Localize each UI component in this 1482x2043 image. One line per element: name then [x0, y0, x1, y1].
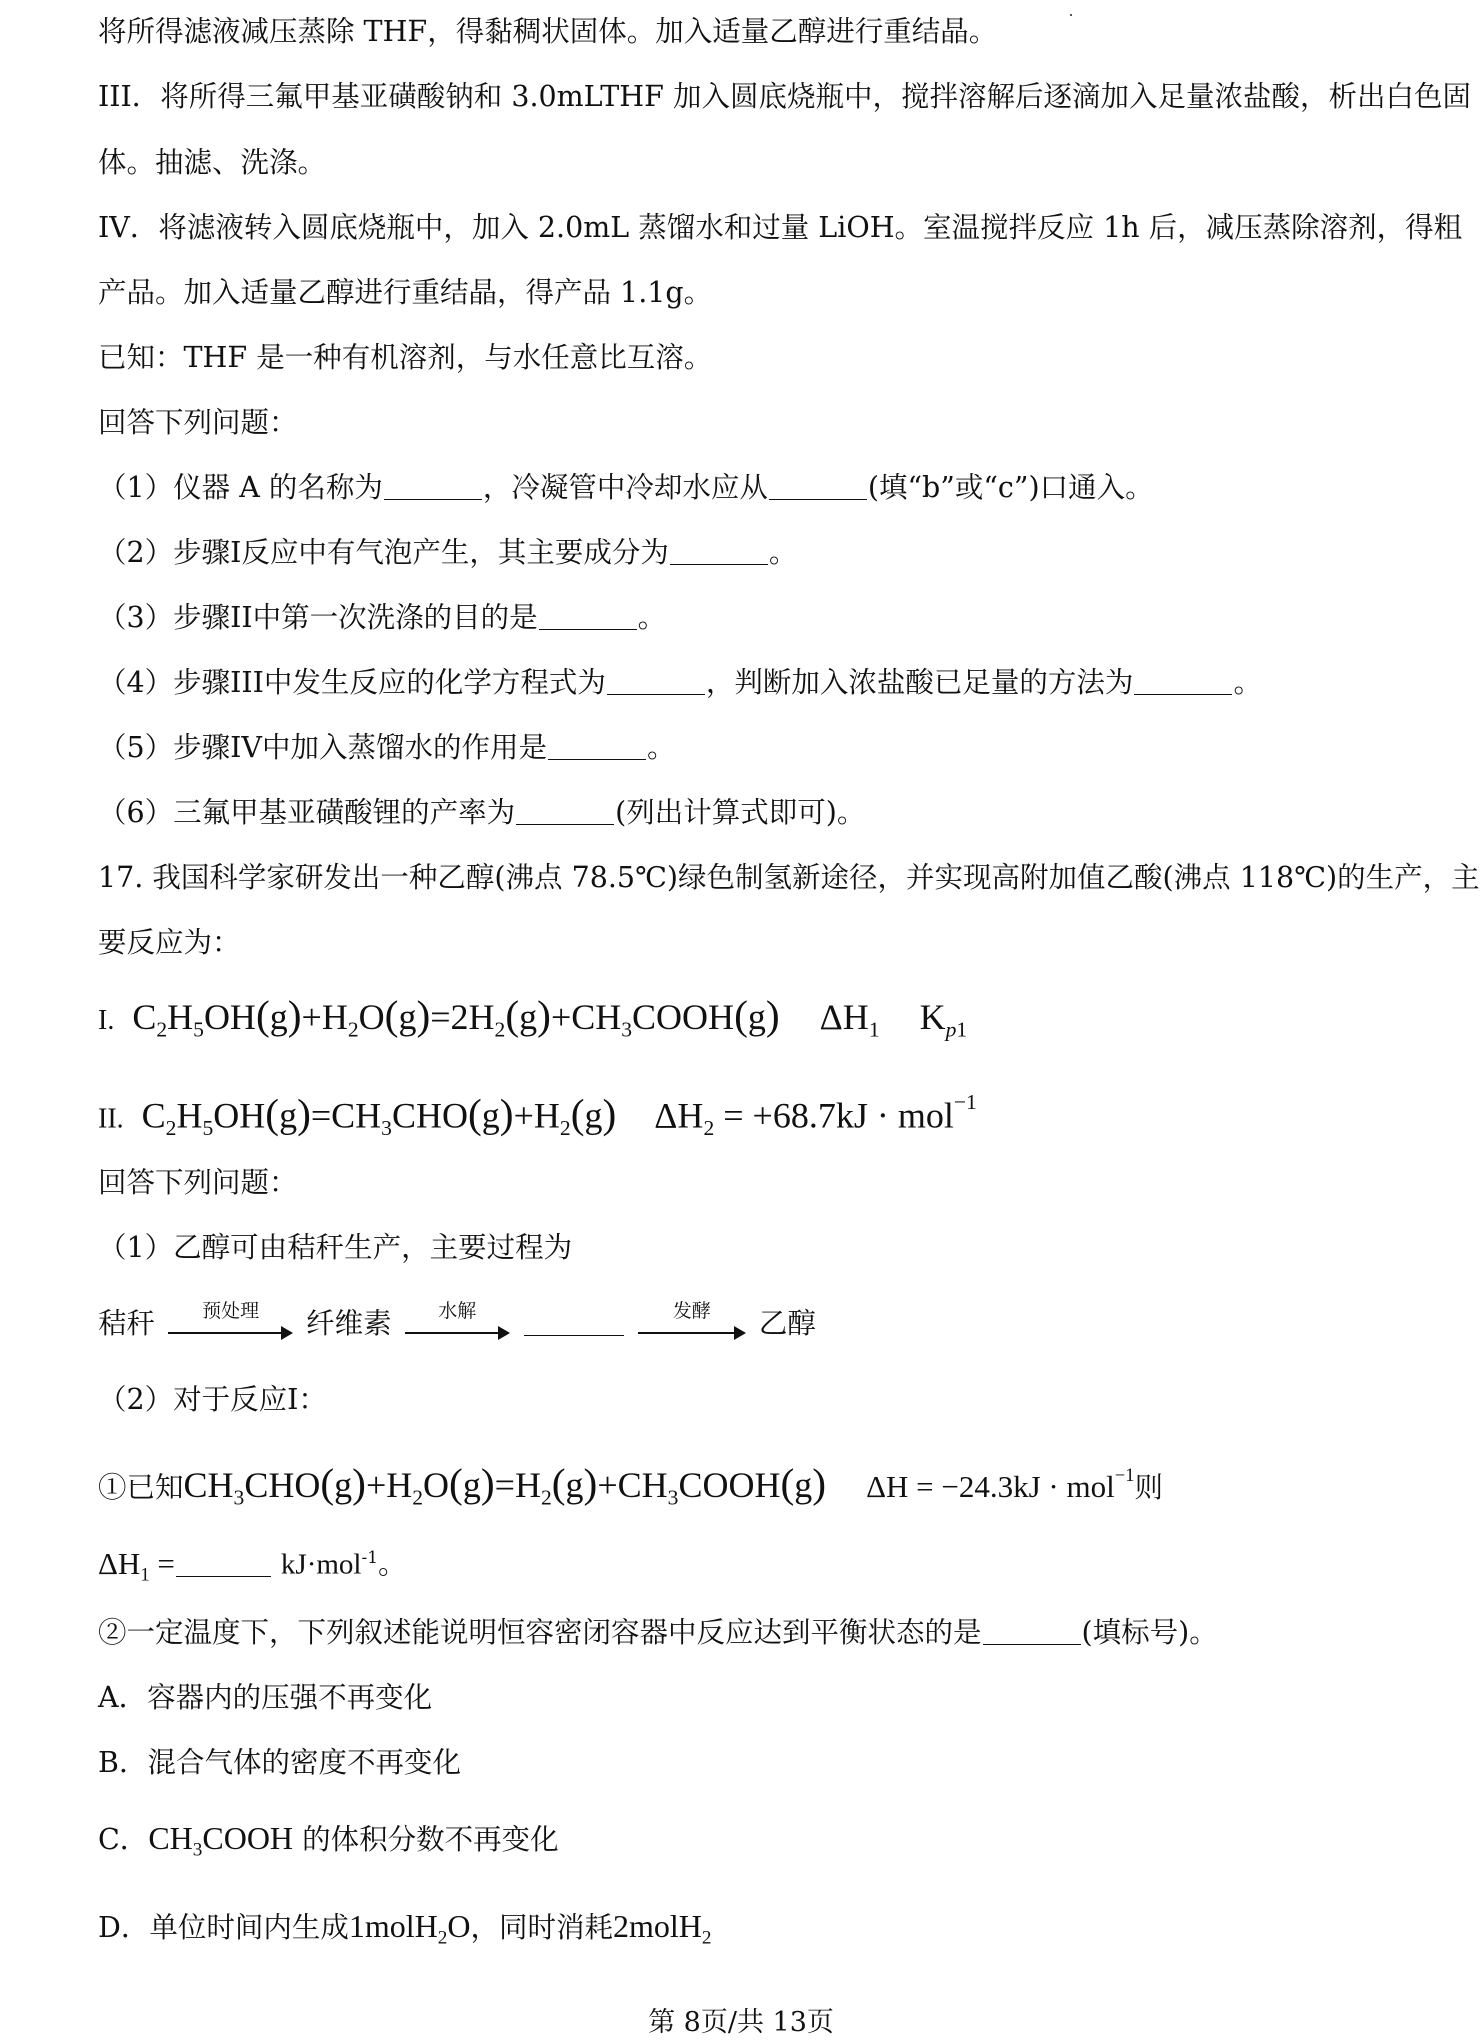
subquestion-1: （1）乙醇可由秸秆生产，主要过程为	[98, 1231, 573, 1264]
q6-text-b: (列出计算式即可)。	[615, 796, 866, 829]
dh1-end: 。	[378, 1547, 407, 1581]
flow-start: 秸秆	[98, 1307, 156, 1340]
stray-dot	[1070, 14, 1072, 16]
answer-blank[interactable]	[983, 1618, 1081, 1645]
option-d-label: D．单位时间内生成	[98, 1911, 349, 1944]
answer-blank[interactable]	[384, 473, 482, 500]
option-c-label: C．	[98, 1823, 149, 1856]
answer-blank[interactable]	[769, 473, 867, 500]
option-b: B．混合气体的密度不再变化	[98, 1746, 461, 1779]
answer-blank[interactable]	[1134, 668, 1232, 695]
q3-text-b: 。	[637, 601, 667, 634]
q4-text-c: 。	[1233, 666, 1262, 699]
q5-text-b: 。	[646, 731, 676, 764]
arrow-label: 预处理	[202, 1299, 260, 1322]
step-iv-line-1: IV．将滤液转入圆底烧瓶中，加入 2.0mL 蒸馏水和过量 LiOH。室温搅拌反应 1h 后，减压蒸除溶剂，得粗	[98, 211, 1463, 244]
reaction-1: I. $C_2H_5OH(g)+H_2O(g)=2H_2(g)+CH_3COOH(g)$ $\Delta H_1$ $K_{p1}$	[98, 992, 968, 1042]
step-iv-line-2: 产品。加入适量乙醇进行重结晶，得产品 1.1g。	[98, 276, 713, 309]
question-3	[98, 598, 666, 638]
question-6	[98, 793, 865, 833]
problem-17-line-2: 要反应为：	[98, 926, 241, 959]
dh1-question: $\Delta H_1 = kJ\cdot mol^{-1}$。	[98, 1545, 407, 1585]
page-footer: 第 8页/共 13页	[648, 2007, 834, 2038]
q5-text-a: （5）步骤IV中加入蒸馏水的作用是	[98, 731, 547, 764]
q1-text-c: (填“b”或“c”)口通入。	[867, 471, 1154, 504]
question-1	[98, 468, 1154, 508]
flow-mid: 纤维素	[306, 1307, 392, 1340]
q4-text-a: （4）步骤III中发生反应的化学方程式为	[98, 666, 606, 699]
option-a: A．容器内的压强不再变化	[98, 1681, 433, 1714]
answer-blank[interactable]	[539, 603, 637, 630]
arrow-label: 发酵	[672, 1299, 711, 1322]
option-c: C．$CH_3COOH$ 的体积分数不再变化	[98, 1820, 559, 1861]
answer-prompt-2: 回答下列问题：	[98, 1166, 298, 1199]
question-4	[98, 663, 1262, 703]
arrow-label: 水解	[438, 1299, 477, 1322]
answer-blank[interactable]	[670, 538, 768, 565]
option-d: D．单位时间内生成1molH$_2$O，同时消耗2molH$_2$	[98, 1908, 712, 1949]
subquestion-2: （2）对于反应I：	[98, 1383, 327, 1416]
arrow-head-icon	[281, 1326, 293, 1340]
question-5	[98, 728, 676, 768]
option-c-text: 的体积分数不再变化	[293, 1823, 559, 1856]
q2-text-a: （2）步骤I反应中有气泡产生，其主要成分为	[98, 536, 669, 569]
answer-blank[interactable]	[607, 668, 705, 695]
q6-text-a: （6）三氟甲基亚磺酸锂的产率为	[98, 796, 516, 829]
arrow-fermentation	[638, 1299, 746, 1346]
q3-text-a: （3）步骤II中第一次洗涤的目的是	[98, 601, 538, 634]
answer-prompt: 回答下列问题：	[98, 406, 298, 439]
option-d-text: ，同时消耗	[470, 1911, 613, 1944]
arrow-pretreatment	[168, 1299, 293, 1346]
production-flow	[98, 1299, 816, 1346]
q1-text-b: ，冷凝管中冷却水应从	[482, 471, 768, 504]
q2-text-b: 。	[768, 536, 798, 569]
q4-text-b: ，判断加入浓盐酸已足量的方法为	[705, 666, 1134, 699]
known-reaction: ①已知$CH_3CHO(g)+H_2O(g)=H_2(g)+CH_3COOH(g) \Delta H = -24.3kJ \cdot mol^{-1}$则	[98, 1459, 1164, 1510]
step-iii-line-2: 体。抽滤、洗涤。	[98, 146, 327, 179]
problem-17-line-1: 17. 我国科学家研发出一种乙醇(沸点 78.5℃)绿色制氢新途径，并实现高附加值乙酸(沸点 118℃)的生产，主	[98, 861, 1480, 894]
arrow-hydrolysis	[405, 1299, 510, 1346]
arrow-head-icon	[734, 1326, 746, 1340]
question-2	[98, 533, 797, 573]
answer-blank[interactable]	[516, 798, 614, 825]
known-info: 已知：THF 是一种有机溶剂，与水任意比互溶。	[98, 341, 713, 374]
c2-text-b: (填标号)。	[1081, 1616, 1218, 1649]
answer-blank[interactable]	[176, 1550, 271, 1577]
q1-text-a: （1）仪器 A 的名称为	[98, 471, 383, 504]
known-suffix: 则	[1134, 1470, 1164, 1504]
c2-text-a: ②一定温度下，下列叙述能说明恒容密闭容器中反应达到平衡状态的是	[98, 1616, 982, 1649]
known-prefix: ①已知	[98, 1470, 184, 1504]
flow-end: 乙醇	[758, 1307, 816, 1340]
dh1-unit: kJ·mol	[280, 1548, 362, 1581]
equilibrium-question	[98, 1613, 1218, 1653]
answer-blank[interactable]	[548, 733, 646, 760]
step-iii-line-1: III．将所得三氟甲基亚磺酸钠和 3.0mLTHF 加入圆底烧瓶中，搅拌溶解后逐滴加入足量浓盐酸，析出白色固	[98, 80, 1471, 113]
text-line-1: 将所得滤液减压蒸除 THF，得黏稠状固体。加入适量乙醇进行重结晶。	[98, 15, 998, 48]
reaction-2: II. $C_2H_5OH(g)=CH_3CHO(g)+H_2(g) \Delta H_2 = +68.7kJ \cdot mol^{-1}$	[98, 1090, 977, 1140]
arrow-head-icon	[498, 1326, 510, 1340]
answer-blank[interactable]	[524, 1309, 624, 1336]
